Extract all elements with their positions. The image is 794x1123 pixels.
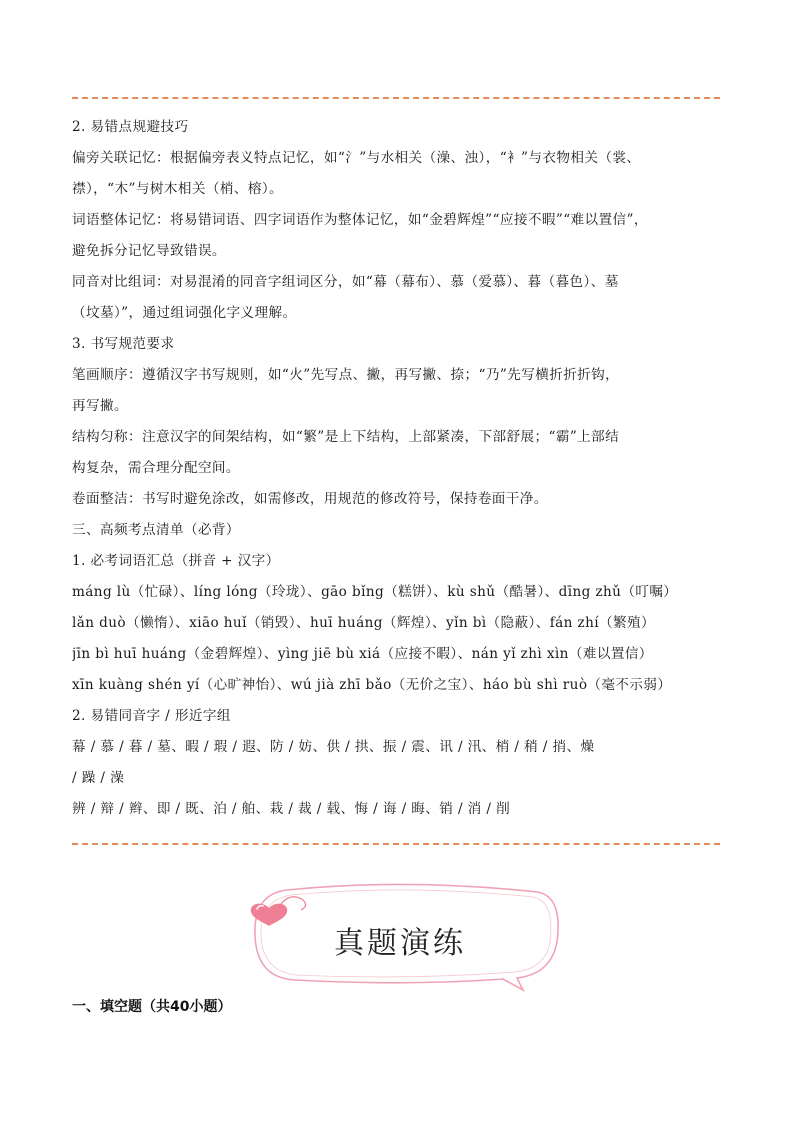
bottom-dashed-divider [72,843,720,845]
heading-key-points: 三、高频考点清单（必背） [72,522,240,538]
section-heading: 一、填空题（共40小题） [72,999,232,1015]
char-group-line: 幕 / 慕 / 暮 / 墓、暇 / 瑕 / 遐、防 / 妨、供 / 拱、振 / 震、讯 / 汛、梢 / 稍 / 捎、燥 [72,739,595,755]
vocab-line: jīn bì huī huáng（金碧辉煌）、yìng jiē bù xiá（应接不暇）、nán yǐ zhì xìn（难以置信） [72,646,653,662]
heading-vocab-summary: 1. 必考词语汇总（拼音 + 汉字） [72,553,280,569]
text-line: 襟），“木”与树木相关（梢、榕）。 [72,181,284,197]
text-line: 结构匀称：注意汉字的间架结构，如“繁”是上下结构，上部紧凑，下部舒展；“霸”上部结 [72,429,620,445]
text-line: 避免拆分记忆导致错误。 [72,243,226,259]
text-line: （坟墓）”，通过组词强化字义理解。 [72,305,297,321]
vocab-line: lǎn duò（懒惰）、xiāo huǐ（销毁）、huī huáng（辉煌）、yǐn bì（隐蔽）、fán zhí（繁殖） [72,615,655,631]
study-notes [72,112,724,825]
text-line: 构复杂，需合理分配空间。 [72,460,240,476]
char-group-line: / 躁 / 澡 [72,770,125,786]
top-dashed-divider [72,97,720,99]
heading-writing-rules: 3. 书写规范要求 [72,336,175,352]
text-line: 笔画顺序：遵循汉字书写规则，如“火”先写点、撇，再写撇、捺；“乃”先写横折折折钩， [72,367,620,383]
char-group-line: 辨 / 辩 / 辫、即 / 既、泊 / 舶、栽 / 裁 / 载、悔 / 诲 / 晦、销 / 消 / 削 [72,801,511,817]
vocab-line: xīn kuàng shén yí（心旷神怡）、wú jià zhī bǎo（无价之宝）、háo bù shì ruò（毫不示弱） [72,677,672,693]
heading-homophones: 2. 易错同音字 / 形近字组 [72,708,231,724]
text-line: 词语整体记忆：将易错词语、四字词语作为整体记忆，如“金碧辉煌”“应接不暇”“难以置信”， [72,212,648,228]
vocab-line: máng lù（忙碌）、líng lóng（玲珑）、gāo bǐng（糕饼）、kù shǔ（酷暑）、dīng zhǔ（叮嘱） [72,584,678,600]
text-line: 再写撇。 [72,398,128,414]
banner-title: 真题演练 [334,926,466,961]
text-line: 偏旁关联记忆：根据偏旁表义特点记忆，如“氵”与水相关（澡、浊），“衤”与衣物相关（裳、 [72,150,641,166]
text-line: 卷面整洁：书写时避免涂改，如需修改，用规范的修改符号，保持卷面干净。 [72,491,548,507]
text-line: 同音对比组词：对易混淆的同音字组词区分，如“幕（幕布）、慕（爱慕）、暮（暮色）、墓 [72,274,619,290]
heading-mistake-avoidance: 2. 易错点规避技巧 [72,119,189,135]
